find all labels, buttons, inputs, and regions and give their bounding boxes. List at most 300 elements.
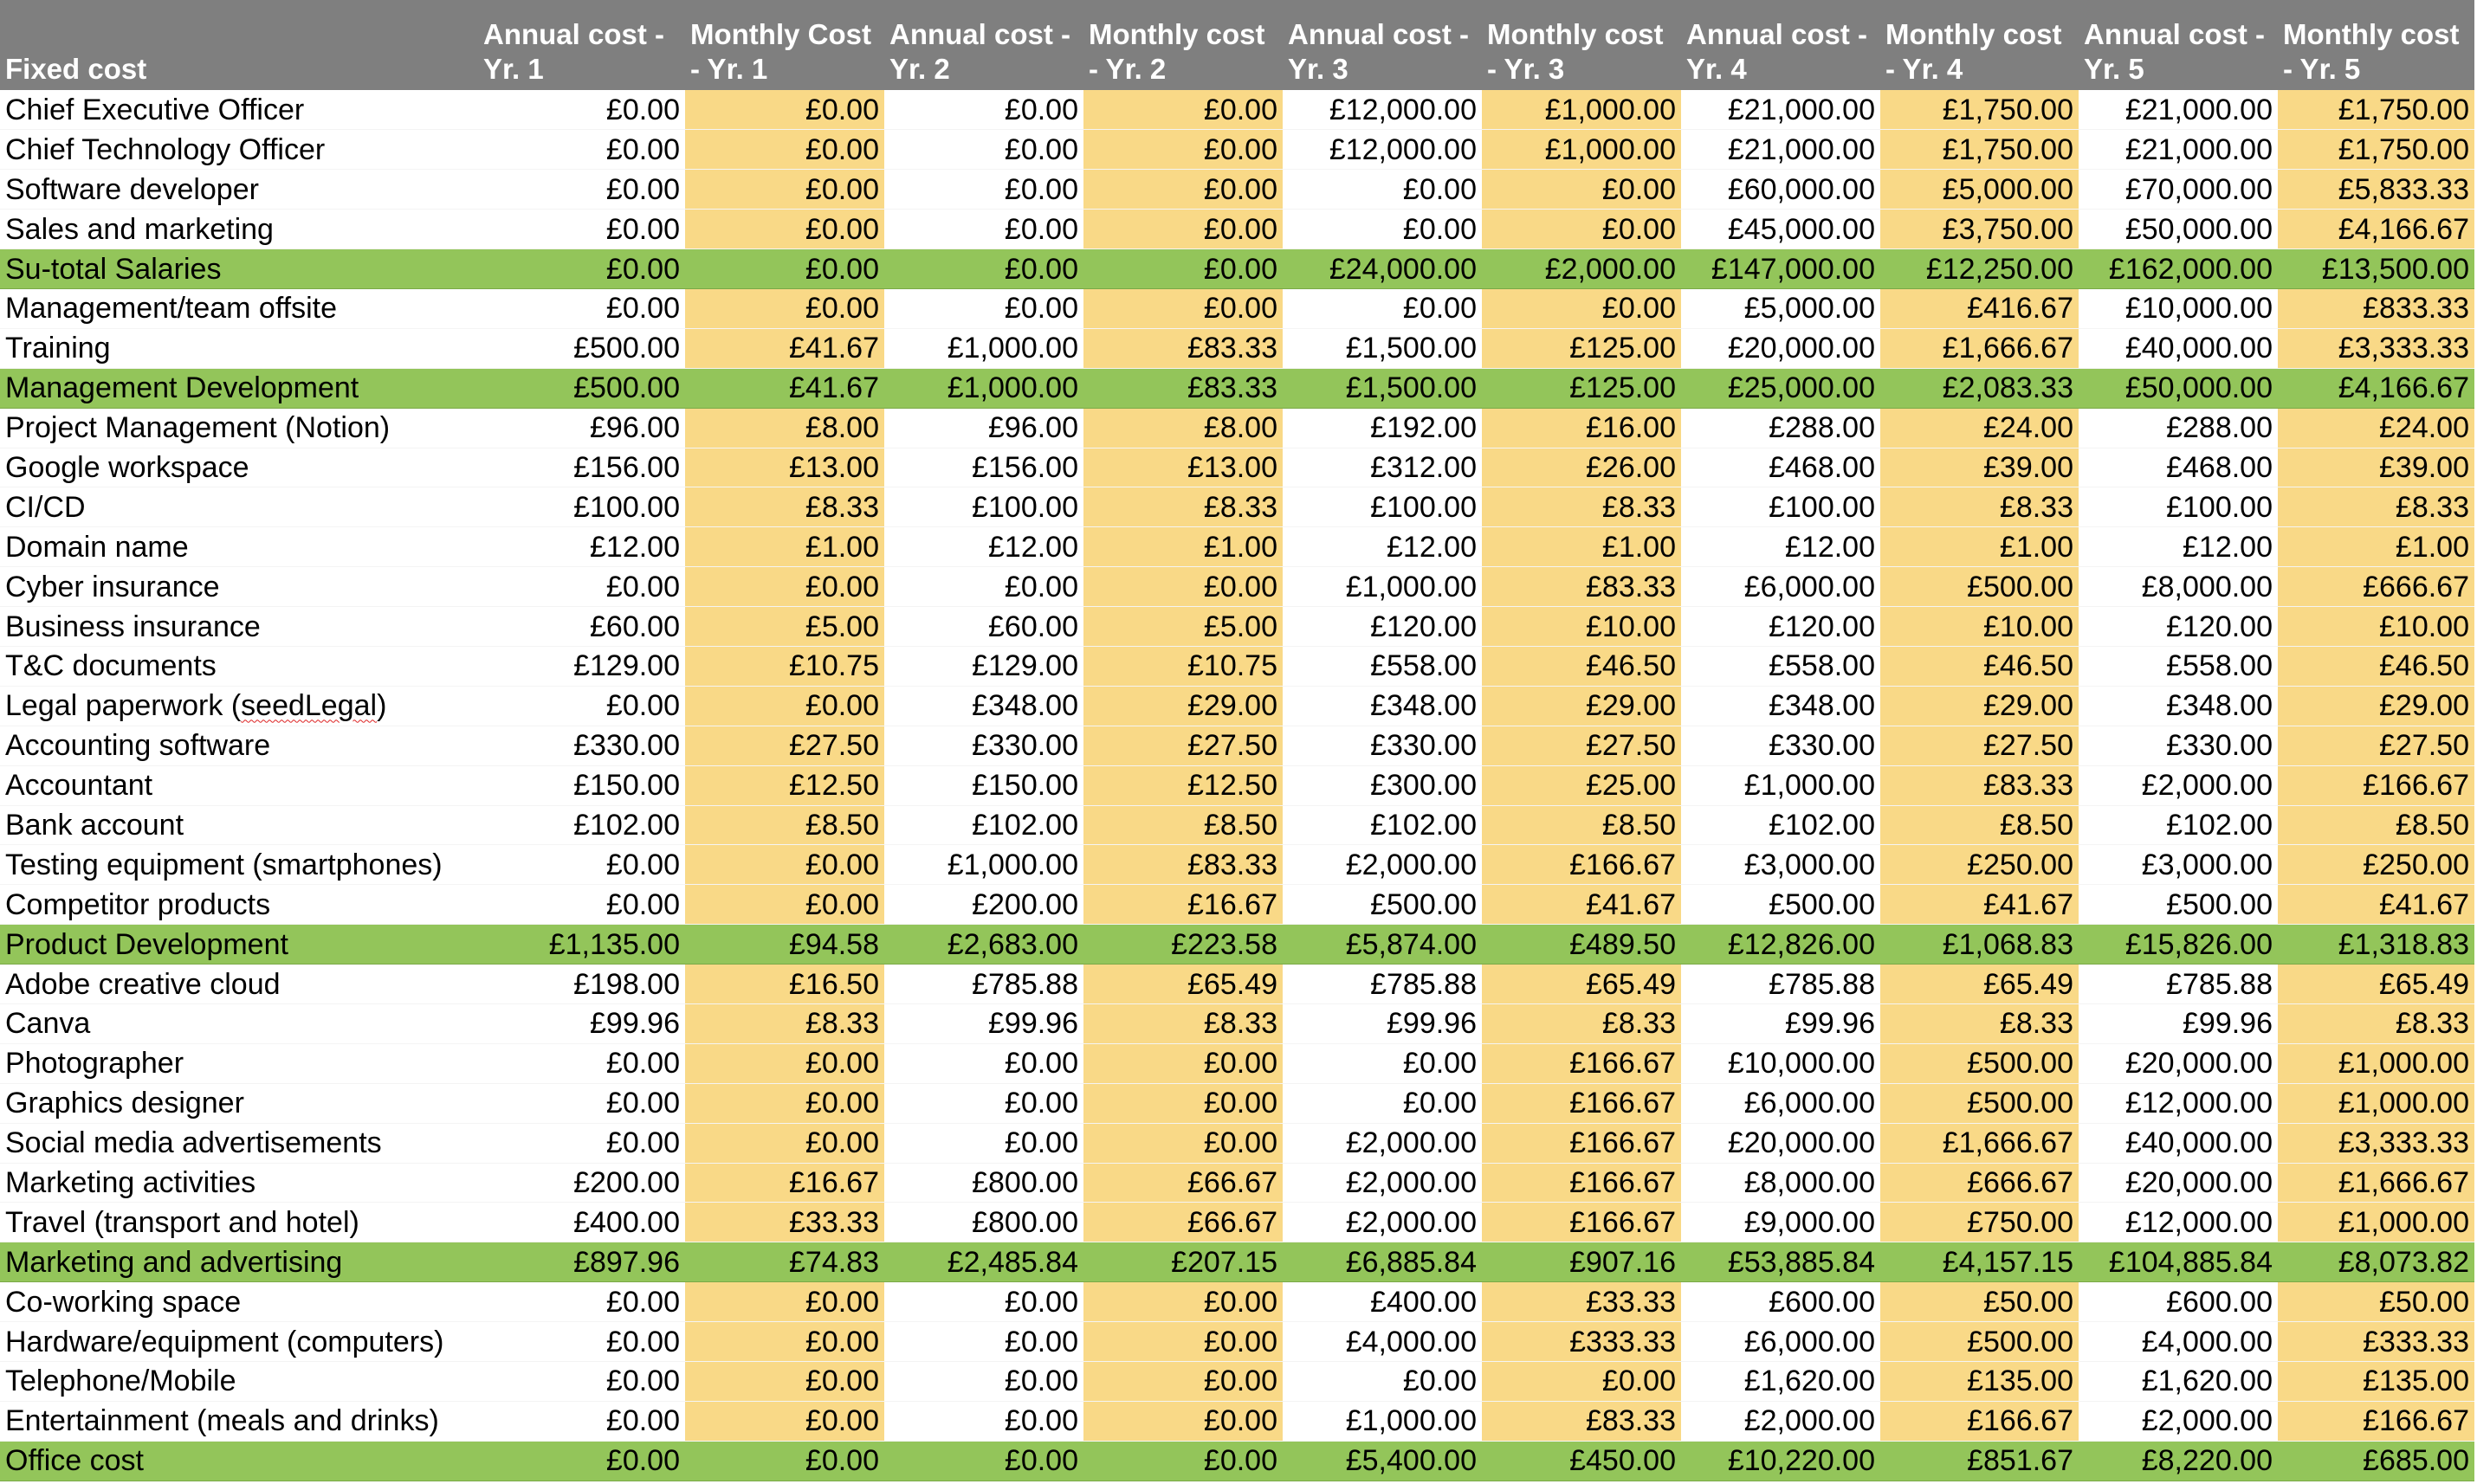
annual-cost-cell[interactable]: £40,000.00 [2079, 1123, 2278, 1163]
monthly-cost-cell[interactable]: £8.33 [1880, 1003, 2079, 1043]
annual-cost-cell[interactable]: £1,620.00 [1681, 1362, 1880, 1402]
monthly-cost-cell[interactable]: £500.00 [1880, 1322, 2079, 1362]
header-annual-yr2[interactable] [884, 0, 1083, 90]
row-label-cell[interactable]: Management Development [0, 368, 478, 408]
monthly-cost-cell[interactable]: £0.00 [685, 288, 884, 328]
annual-cost-cell[interactable]: £558.00 [2079, 646, 2278, 686]
annual-cost-cell[interactable]: £348.00 [884, 686, 1083, 726]
annual-cost-cell[interactable]: £60.00 [884, 607, 1083, 647]
monthly-cost-cell[interactable]: £1,000.00 [2278, 1083, 2474, 1123]
annual-cost-cell[interactable]: £99.96 [1681, 1003, 1880, 1043]
annual-cost-cell[interactable]: £500.00 [478, 368, 685, 408]
annual-cost-cell[interactable]: £500.00 [2079, 885, 2278, 925]
annual-cost-cell[interactable]: £3,000.00 [1681, 845, 1880, 885]
annual-cost-cell[interactable]: £0.00 [884, 1322, 1083, 1362]
header-annual-yr3[interactable] [1283, 0, 1482, 90]
monthly-cost-cell[interactable]: £223.58 [1083, 925, 1283, 965]
annual-cost-cell[interactable]: £20,000.00 [1681, 1123, 1880, 1163]
annual-cost-cell[interactable]: £288.00 [2079, 408, 2278, 448]
annual-cost-cell[interactable]: £785.88 [884, 965, 1083, 1004]
monthly-cost-cell[interactable]: £10.75 [685, 646, 884, 686]
monthly-cost-cell[interactable]: £0.00 [685, 210, 884, 249]
monthly-cost-cell[interactable]: £166.67 [1482, 845, 1681, 885]
annual-cost-cell[interactable]: £348.00 [1283, 686, 1482, 726]
monthly-cost-cell[interactable]: £33.33 [1482, 1282, 1681, 1322]
annual-cost-cell[interactable]: £10,000.00 [1681, 1043, 1880, 1083]
monthly-cost-cell[interactable]: £0.00 [1083, 170, 1283, 210]
monthly-cost-cell[interactable]: £46.50 [1880, 646, 2079, 686]
annual-cost-cell[interactable]: £12.00 [884, 527, 1083, 567]
row-label-cell[interactable]: Travel (transport and hotel) [0, 1203, 478, 1242]
monthly-cost-cell[interactable]: £0.00 [685, 1362, 884, 1402]
monthly-cost-cell[interactable]: £8.33 [1083, 487, 1283, 527]
monthly-cost-cell[interactable]: £10.00 [2278, 607, 2474, 647]
monthly-cost-cell[interactable]: £66.67 [1083, 1163, 1283, 1203]
monthly-cost-cell[interactable]: £10.00 [1482, 607, 1681, 647]
annual-cost-cell[interactable]: £1,000.00 [1681, 765, 1880, 805]
monthly-cost-cell[interactable]: £8.33 [1880, 487, 2079, 527]
monthly-cost-cell[interactable]: £450.00 [1482, 1441, 1681, 1481]
annual-cost-cell[interactable]: £600.00 [1681, 1282, 1880, 1322]
monthly-cost-cell[interactable]: £12.50 [1083, 765, 1283, 805]
header-monthly-yr3[interactable] [1482, 0, 1681, 90]
row-label-cell[interactable]: Su-total Salaries [0, 249, 478, 289]
monthly-cost-cell[interactable]: £0.00 [685, 1282, 884, 1322]
monthly-cost-cell[interactable]: £0.00 [1083, 90, 1283, 130]
row-label-cell[interactable]: Cyber insurance [0, 567, 478, 607]
monthly-cost-cell[interactable]: £41.67 [685, 328, 884, 368]
monthly-cost-cell[interactable]: £16.50 [685, 965, 884, 1004]
annual-cost-cell[interactable]: £600.00 [2079, 1282, 2278, 1322]
monthly-cost-cell[interactable]: £8.33 [1482, 1003, 1681, 1043]
annual-cost-cell[interactable]: £12,000.00 [2079, 1083, 2278, 1123]
monthly-cost-cell[interactable]: £4,166.67 [2278, 210, 2474, 249]
monthly-cost-cell[interactable]: £1,000.00 [2278, 1043, 2474, 1083]
annual-cost-cell[interactable]: £8,000.00 [1681, 1163, 1880, 1203]
annual-cost-cell[interactable]: £897.96 [478, 1242, 685, 1282]
monthly-cost-cell[interactable]: £2,083.33 [1880, 368, 2079, 408]
annual-cost-cell[interactable]: £558.00 [1681, 646, 1880, 686]
annual-cost-cell[interactable]: £468.00 [1681, 448, 1880, 487]
annual-cost-cell[interactable]: £100.00 [2079, 487, 2278, 527]
monthly-cost-cell[interactable]: £3,750.00 [1880, 210, 2079, 249]
row-label-cell[interactable]: Hardware/equipment (computers) [0, 1322, 478, 1362]
row-label-cell[interactable]: Co-working space [0, 1282, 478, 1322]
annual-cost-cell[interactable]: £2,000.00 [1283, 845, 1482, 885]
annual-cost-cell[interactable]: £156.00 [884, 448, 1083, 487]
row-label-cell[interactable]: Management/team offsite [0, 288, 478, 328]
annual-cost-cell[interactable]: £20,000.00 [2079, 1043, 2278, 1083]
monthly-cost-cell[interactable]: £500.00 [1880, 567, 2079, 607]
annual-cost-cell[interactable]: £12.00 [1681, 527, 1880, 567]
monthly-cost-cell[interactable]: £0.00 [685, 1401, 884, 1441]
annual-cost-cell[interactable]: £6,000.00 [1681, 1322, 1880, 1362]
header-monthly-yr1[interactable] [685, 0, 884, 90]
monthly-cost-cell[interactable]: £0.00 [685, 1043, 884, 1083]
annual-cost-cell[interactable]: £99.96 [2079, 1003, 2278, 1043]
annual-cost-cell[interactable]: £0.00 [478, 567, 685, 607]
monthly-cost-cell[interactable]: £83.33 [1083, 368, 1283, 408]
monthly-cost-cell[interactable]: £50.00 [2278, 1282, 2474, 1322]
monthly-cost-cell[interactable]: £1,666.67 [1880, 1123, 2079, 1163]
monthly-cost-cell[interactable]: £8.00 [685, 408, 884, 448]
monthly-cost-cell[interactable]: £83.33 [1083, 845, 1283, 885]
monthly-cost-cell[interactable]: £0.00 [1083, 288, 1283, 328]
monthly-cost-cell[interactable]: £166.67 [2278, 1401, 2474, 1441]
monthly-cost-cell[interactable]: £41.67 [685, 368, 884, 408]
annual-cost-cell[interactable]: £0.00 [478, 90, 685, 130]
monthly-cost-cell[interactable]: £13.00 [1083, 448, 1283, 487]
monthly-cost-cell[interactable]: £166.67 [2278, 765, 2474, 805]
monthly-cost-cell[interactable]: £0.00 [1083, 1282, 1283, 1322]
monthly-cost-cell[interactable]: £29.00 [1880, 686, 2079, 726]
annual-cost-cell[interactable]: £10,220.00 [1681, 1441, 1880, 1481]
monthly-cost-cell[interactable]: £8.33 [2278, 487, 2474, 527]
annual-cost-cell[interactable]: £5,400.00 [1283, 1441, 1482, 1481]
monthly-cost-cell[interactable]: £27.50 [685, 726, 884, 765]
monthly-cost-cell[interactable]: £0.00 [685, 90, 884, 130]
monthly-cost-cell[interactable]: £1.00 [1083, 527, 1283, 567]
annual-cost-cell[interactable]: £129.00 [478, 646, 685, 686]
monthly-cost-cell[interactable]: £0.00 [1083, 249, 1283, 289]
annual-cost-cell[interactable]: £0.00 [478, 1322, 685, 1362]
annual-cost-cell[interactable]: £0.00 [884, 1083, 1083, 1123]
monthly-cost-cell[interactable]: £0.00 [685, 567, 884, 607]
annual-cost-cell[interactable]: £100.00 [1681, 487, 1880, 527]
annual-cost-cell[interactable]: £0.00 [884, 1123, 1083, 1163]
annual-cost-cell[interactable]: £156.00 [478, 448, 685, 487]
monthly-cost-cell[interactable]: £41.67 [2278, 885, 2474, 925]
annual-cost-cell[interactable]: £785.88 [1681, 965, 1880, 1004]
monthly-cost-cell[interactable]: £250.00 [1880, 845, 2079, 885]
monthly-cost-cell[interactable]: £8.33 [1482, 487, 1681, 527]
annual-cost-cell[interactable]: £21,000.00 [1681, 90, 1880, 130]
annual-cost-cell[interactable]: £0.00 [1283, 288, 1482, 328]
monthly-cost-cell[interactable]: £1.00 [685, 527, 884, 567]
monthly-cost-cell[interactable]: £83.33 [1482, 567, 1681, 607]
annual-cost-cell[interactable]: £1,500.00 [1283, 368, 1482, 408]
annual-cost-cell[interactable]: £0.00 [478, 170, 685, 210]
monthly-cost-cell[interactable]: £65.49 [1880, 965, 2079, 1004]
row-label-cell[interactable]: Adobe creative cloud [0, 965, 478, 1004]
annual-cost-cell[interactable]: £0.00 [478, 1362, 685, 1402]
annual-cost-cell[interactable]: £9,000.00 [1681, 1203, 1880, 1242]
annual-cost-cell[interactable]: £53,885.84 [1681, 1242, 1880, 1282]
annual-cost-cell[interactable]: £300.00 [1283, 765, 1482, 805]
monthly-cost-cell[interactable]: £1,068.83 [1880, 925, 2079, 965]
monthly-cost-cell[interactable]: £41.67 [1482, 885, 1681, 925]
annual-cost-cell[interactable]: £500.00 [1681, 885, 1880, 925]
annual-cost-cell[interactable]: £0.00 [1283, 210, 1482, 249]
annual-cost-cell[interactable]: £1,000.00 [1283, 1401, 1482, 1441]
annual-cost-cell[interactable]: £0.00 [478, 1401, 685, 1441]
annual-cost-cell[interactable]: £96.00 [884, 408, 1083, 448]
monthly-cost-cell[interactable]: £39.00 [1880, 448, 2079, 487]
annual-cost-cell[interactable]: £12,826.00 [1681, 925, 1880, 965]
annual-cost-cell[interactable]: £2,485.84 [884, 1242, 1083, 1282]
monthly-cost-cell[interactable]: £13,500.00 [2278, 249, 2474, 289]
monthly-cost-cell[interactable]: £0.00 [685, 130, 884, 170]
annual-cost-cell[interactable]: £348.00 [1681, 686, 1880, 726]
annual-cost-cell[interactable]: £104,885.84 [2079, 1242, 2278, 1282]
monthly-cost-cell[interactable]: £0.00 [685, 170, 884, 210]
annual-cost-cell[interactable]: £192.00 [1283, 408, 1482, 448]
monthly-cost-cell[interactable]: £125.00 [1482, 368, 1681, 408]
monthly-cost-cell[interactable]: £12.50 [685, 765, 884, 805]
row-label-cell[interactable]: Telephone/Mobile [0, 1362, 478, 1402]
monthly-cost-cell[interactable]: £83.33 [1482, 1401, 1681, 1441]
annual-cost-cell[interactable]: £50,000.00 [2079, 368, 2278, 408]
row-label-cell[interactable]: Software developer [0, 170, 478, 210]
monthly-cost-cell[interactable]: £166.67 [1482, 1043, 1681, 1083]
annual-cost-cell[interactable]: £0.00 [478, 845, 685, 885]
header-monthly-yr2[interactable] [1083, 0, 1283, 90]
monthly-cost-cell[interactable]: £2,000.00 [1482, 249, 1681, 289]
monthly-cost-cell[interactable]: £0.00 [1482, 170, 1681, 210]
row-label-cell[interactable]: Chief Executive Officer [0, 90, 478, 130]
annual-cost-cell[interactable]: £102.00 [478, 805, 685, 845]
annual-cost-cell[interactable]: £0.00 [1283, 1043, 1482, 1083]
annual-cost-cell[interactable]: £0.00 [478, 249, 685, 289]
annual-cost-cell[interactable]: £21,000.00 [2079, 90, 2278, 130]
monthly-cost-cell[interactable]: £8.33 [2278, 1003, 2474, 1043]
monthly-cost-cell[interactable]: £1.00 [1482, 527, 1681, 567]
annual-cost-cell[interactable]: £500.00 [478, 328, 685, 368]
monthly-cost-cell[interactable]: £3,333.33 [2278, 328, 2474, 368]
annual-cost-cell[interactable]: £785.88 [2079, 965, 2278, 1004]
monthly-cost-cell[interactable]: £27.50 [1880, 726, 2079, 765]
annual-cost-cell[interactable]: £2,000.00 [1283, 1123, 1482, 1163]
monthly-cost-cell[interactable]: £5,000.00 [1880, 170, 2079, 210]
monthly-cost-cell[interactable]: £489.50 [1482, 925, 1681, 965]
annual-cost-cell[interactable]: £2,000.00 [2079, 765, 2278, 805]
annual-cost-cell[interactable]: £400.00 [1283, 1282, 1482, 1322]
row-label-cell[interactable]: Entertainment (meals and drinks) [0, 1401, 478, 1441]
annual-cost-cell[interactable]: £40,000.00 [2079, 328, 2278, 368]
annual-cost-cell[interactable]: £558.00 [1283, 646, 1482, 686]
monthly-cost-cell[interactable]: £166.67 [1482, 1123, 1681, 1163]
annual-cost-cell[interactable]: £0.00 [884, 1282, 1083, 1322]
monthly-cost-cell[interactable]: £0.00 [1083, 130, 1283, 170]
header-annual-yr4[interactable] [1681, 0, 1880, 90]
monthly-cost-cell[interactable]: £166.67 [1482, 1203, 1681, 1242]
monthly-cost-cell[interactable]: £851.67 [1880, 1441, 2079, 1481]
annual-cost-cell[interactable]: £0.00 [478, 1083, 685, 1123]
annual-cost-cell[interactable]: £120.00 [1283, 607, 1482, 647]
monthly-cost-cell[interactable]: £0.00 [685, 885, 884, 925]
monthly-cost-cell[interactable]: £24.00 [1880, 408, 2079, 448]
row-label-cell[interactable]: Marketing and advertising [0, 1242, 478, 1282]
monthly-cost-cell[interactable]: £833.33 [2278, 288, 2474, 328]
monthly-cost-cell[interactable]: £166.67 [1482, 1163, 1681, 1203]
row-label-cell[interactable]: Graphics designer [0, 1083, 478, 1123]
monthly-cost-cell[interactable]: £1.00 [1880, 527, 2079, 567]
annual-cost-cell[interactable]: £0.00 [478, 885, 685, 925]
monthly-cost-cell[interactable]: £46.50 [2278, 646, 2474, 686]
annual-cost-cell[interactable]: £0.00 [478, 130, 685, 170]
annual-cost-cell[interactable]: £800.00 [884, 1203, 1083, 1242]
monthly-cost-cell[interactable]: £50.00 [1880, 1282, 2079, 1322]
annual-cost-cell[interactable]: £0.00 [1283, 170, 1482, 210]
monthly-cost-cell[interactable]: £1,750.00 [1880, 90, 2079, 130]
annual-cost-cell[interactable]: £2,683.00 [884, 925, 1083, 965]
annual-cost-cell[interactable]: £12.00 [1283, 527, 1482, 567]
monthly-cost-cell[interactable]: £8.33 [685, 487, 884, 527]
monthly-cost-cell[interactable]: £1,666.67 [2278, 1163, 2474, 1203]
row-label-cell[interactable]: Chief Technology Officer [0, 130, 478, 170]
monthly-cost-cell[interactable]: £5.00 [1083, 607, 1283, 647]
row-label-cell[interactable]: Testing equipment (smartphones) [0, 845, 478, 885]
annual-cost-cell[interactable]: £8,220.00 [2079, 1441, 2278, 1481]
annual-cost-cell[interactable]: £120.00 [1681, 607, 1880, 647]
monthly-cost-cell[interactable]: £27.50 [1083, 726, 1283, 765]
annual-cost-cell[interactable]: £468.00 [2079, 448, 2278, 487]
monthly-cost-cell[interactable]: £0.00 [685, 686, 884, 726]
annual-cost-cell[interactable]: £2,000.00 [1283, 1203, 1482, 1242]
row-label-cell[interactable]: Canva [0, 1003, 478, 1043]
row-label-cell[interactable]: Legal paperwork (seedLegal) [0, 686, 478, 726]
annual-cost-cell[interactable]: £1,135.00 [478, 925, 685, 965]
monthly-cost-cell[interactable]: £0.00 [1083, 1123, 1283, 1163]
monthly-cost-cell[interactable]: £907.16 [1482, 1242, 1681, 1282]
annual-cost-cell[interactable]: £102.00 [2079, 805, 2278, 845]
annual-cost-cell[interactable]: £0.00 [478, 686, 685, 726]
annual-cost-cell[interactable]: £500.00 [1283, 885, 1482, 925]
monthly-cost-cell[interactable]: £1,000.00 [2278, 1203, 2474, 1242]
annual-cost-cell[interactable]: £25,000.00 [1681, 368, 1880, 408]
monthly-cost-cell[interactable]: £1,750.00 [2278, 90, 2474, 130]
annual-cost-cell[interactable]: £0.00 [884, 567, 1083, 607]
monthly-cost-cell[interactable]: £0.00 [1083, 1362, 1283, 1402]
monthly-cost-cell[interactable]: £16.67 [685, 1163, 884, 1203]
annual-cost-cell[interactable]: £0.00 [884, 249, 1083, 289]
monthly-cost-cell[interactable]: £666.67 [2278, 567, 2474, 607]
monthly-cost-cell[interactable]: £0.00 [685, 249, 884, 289]
annual-cost-cell[interactable]: £0.00 [884, 1441, 1083, 1481]
annual-cost-cell[interactable]: £0.00 [884, 288, 1083, 328]
annual-cost-cell[interactable]: £120.00 [2079, 607, 2278, 647]
annual-cost-cell[interactable]: £99.96 [478, 1003, 685, 1043]
annual-cost-cell[interactable]: £60,000.00 [1681, 170, 1880, 210]
annual-cost-cell[interactable]: £2,000.00 [1283, 1163, 1482, 1203]
monthly-cost-cell[interactable]: £1,666.67 [1880, 328, 2079, 368]
monthly-cost-cell[interactable]: £685.00 [2278, 1441, 2474, 1481]
header-annual-yr1[interactable] [478, 0, 685, 90]
annual-cost-cell[interactable]: £288.00 [1681, 408, 1880, 448]
monthly-cost-cell[interactable]: £0.00 [685, 1322, 884, 1362]
monthly-cost-cell[interactable]: £1.00 [2278, 527, 2474, 567]
annual-cost-cell[interactable]: £0.00 [478, 1043, 685, 1083]
monthly-cost-cell[interactable]: £83.33 [1880, 765, 2079, 805]
row-label-cell[interactable]: Product Development [0, 925, 478, 965]
annual-cost-cell[interactable]: £198.00 [478, 965, 685, 1004]
monthly-cost-cell[interactable]: £4,157.15 [1880, 1242, 2079, 1282]
annual-cost-cell[interactable]: £200.00 [884, 885, 1083, 925]
monthly-cost-cell[interactable]: £0.00 [685, 845, 884, 885]
row-label-cell[interactable]: Training [0, 328, 478, 368]
annual-cost-cell[interactable]: £0.00 [1283, 1083, 1482, 1123]
annual-cost-cell[interactable]: £2,000.00 [1681, 1401, 1880, 1441]
monthly-cost-cell[interactable]: £0.00 [1482, 1362, 1681, 1402]
annual-cost-cell[interactable]: £4,000.00 [2079, 1322, 2278, 1362]
annual-cost-cell[interactable]: £1,500.00 [1283, 328, 1482, 368]
annual-cost-cell[interactable]: £0.00 [478, 1123, 685, 1163]
annual-cost-cell[interactable]: £1,000.00 [1283, 567, 1482, 607]
monthly-cost-cell[interactable]: £8.50 [685, 805, 884, 845]
monthly-cost-cell[interactable]: £16.67 [1083, 885, 1283, 925]
monthly-cost-cell[interactable]: £83.33 [1083, 328, 1283, 368]
monthly-cost-cell[interactable]: £500.00 [1880, 1083, 2079, 1123]
monthly-cost-cell[interactable]: £8.00 [1083, 408, 1283, 448]
annual-cost-cell[interactable]: £5,874.00 [1283, 925, 1482, 965]
monthly-cost-cell[interactable]: £41.67 [1880, 885, 2079, 925]
annual-cost-cell[interactable]: £12,000.00 [1283, 90, 1482, 130]
monthly-cost-cell[interactable]: £8.33 [1083, 1003, 1283, 1043]
annual-cost-cell[interactable]: £150.00 [884, 765, 1083, 805]
monthly-cost-cell[interactable]: £0.00 [1083, 1043, 1283, 1083]
monthly-cost-cell[interactable]: £750.00 [1880, 1203, 2079, 1242]
monthly-cost-cell[interactable]: £16.00 [1482, 408, 1681, 448]
annual-cost-cell[interactable]: £10,000.00 [2079, 288, 2278, 328]
annual-cost-cell[interactable]: £800.00 [884, 1163, 1083, 1203]
annual-cost-cell[interactable]: £4,000.00 [1283, 1322, 1482, 1362]
monthly-cost-cell[interactable]: £8.50 [1083, 805, 1283, 845]
monthly-cost-cell[interactable]: £33.33 [685, 1203, 884, 1242]
row-label-cell[interactable]: Accounting software [0, 726, 478, 765]
annual-cost-cell[interactable]: £2,000.00 [2079, 1401, 2278, 1441]
monthly-cost-cell[interactable]: £10.75 [1083, 646, 1283, 686]
row-label-cell[interactable]: Google workspace [0, 448, 478, 487]
monthly-cost-cell[interactable]: £5.00 [685, 607, 884, 647]
monthly-cost-cell[interactable]: £13.00 [685, 448, 884, 487]
annual-cost-cell[interactable]: £21,000.00 [1681, 130, 1880, 170]
row-label-cell[interactable]: CI/CD [0, 487, 478, 527]
monthly-cost-cell[interactable]: £0.00 [1482, 210, 1681, 249]
monthly-cost-cell[interactable]: £27.50 [1482, 726, 1681, 765]
annual-cost-cell[interactable]: £6,000.00 [1681, 1083, 1880, 1123]
annual-cost-cell[interactable]: £1,000.00 [884, 368, 1083, 408]
monthly-cost-cell[interactable]: £29.00 [2278, 686, 2474, 726]
annual-cost-cell[interactable]: £100.00 [1283, 487, 1482, 527]
annual-cost-cell[interactable]: £147,000.00 [1681, 249, 1880, 289]
monthly-cost-cell[interactable]: £666.67 [1880, 1163, 2079, 1203]
row-label-cell[interactable]: Competitor products [0, 885, 478, 925]
annual-cost-cell[interactable]: £0.00 [478, 210, 685, 249]
annual-cost-cell[interactable]: £0.00 [478, 1282, 685, 1322]
annual-cost-cell[interactable]: £348.00 [2079, 686, 2278, 726]
annual-cost-cell[interactable]: £24,000.00 [1283, 249, 1482, 289]
annual-cost-cell[interactable]: £785.88 [1283, 965, 1482, 1004]
monthly-cost-cell[interactable]: £25.00 [1482, 765, 1681, 805]
annual-cost-cell[interactable]: £0.00 [884, 1043, 1083, 1083]
header-fixed-cost[interactable]: Fixed cost [0, 0, 478, 90]
annual-cost-cell[interactable]: £12,000.00 [2079, 1203, 2278, 1242]
header-monthly-yr4[interactable] [1880, 0, 2079, 90]
monthly-cost-cell[interactable]: £5,833.33 [2278, 170, 2474, 210]
annual-cost-cell[interactable]: £0.00 [884, 170, 1083, 210]
annual-cost-cell[interactable]: £102.00 [884, 805, 1083, 845]
row-label-cell[interactable]: Bank account [0, 805, 478, 845]
annual-cost-cell[interactable]: £12,000.00 [1283, 130, 1482, 170]
monthly-cost-cell[interactable]: £24.00 [2278, 408, 2474, 448]
monthly-cost-cell[interactable]: £135.00 [1880, 1362, 2079, 1402]
monthly-cost-cell[interactable]: £0.00 [685, 1123, 884, 1163]
annual-cost-cell[interactable]: £162,000.00 [2079, 249, 2278, 289]
annual-cost-cell[interactable]: £330.00 [478, 726, 685, 765]
monthly-cost-cell[interactable]: £0.00 [1083, 1441, 1283, 1481]
monthly-cost-cell[interactable]: £74.83 [685, 1242, 884, 1282]
row-label-cell[interactable]: Office cost [0, 1441, 478, 1481]
